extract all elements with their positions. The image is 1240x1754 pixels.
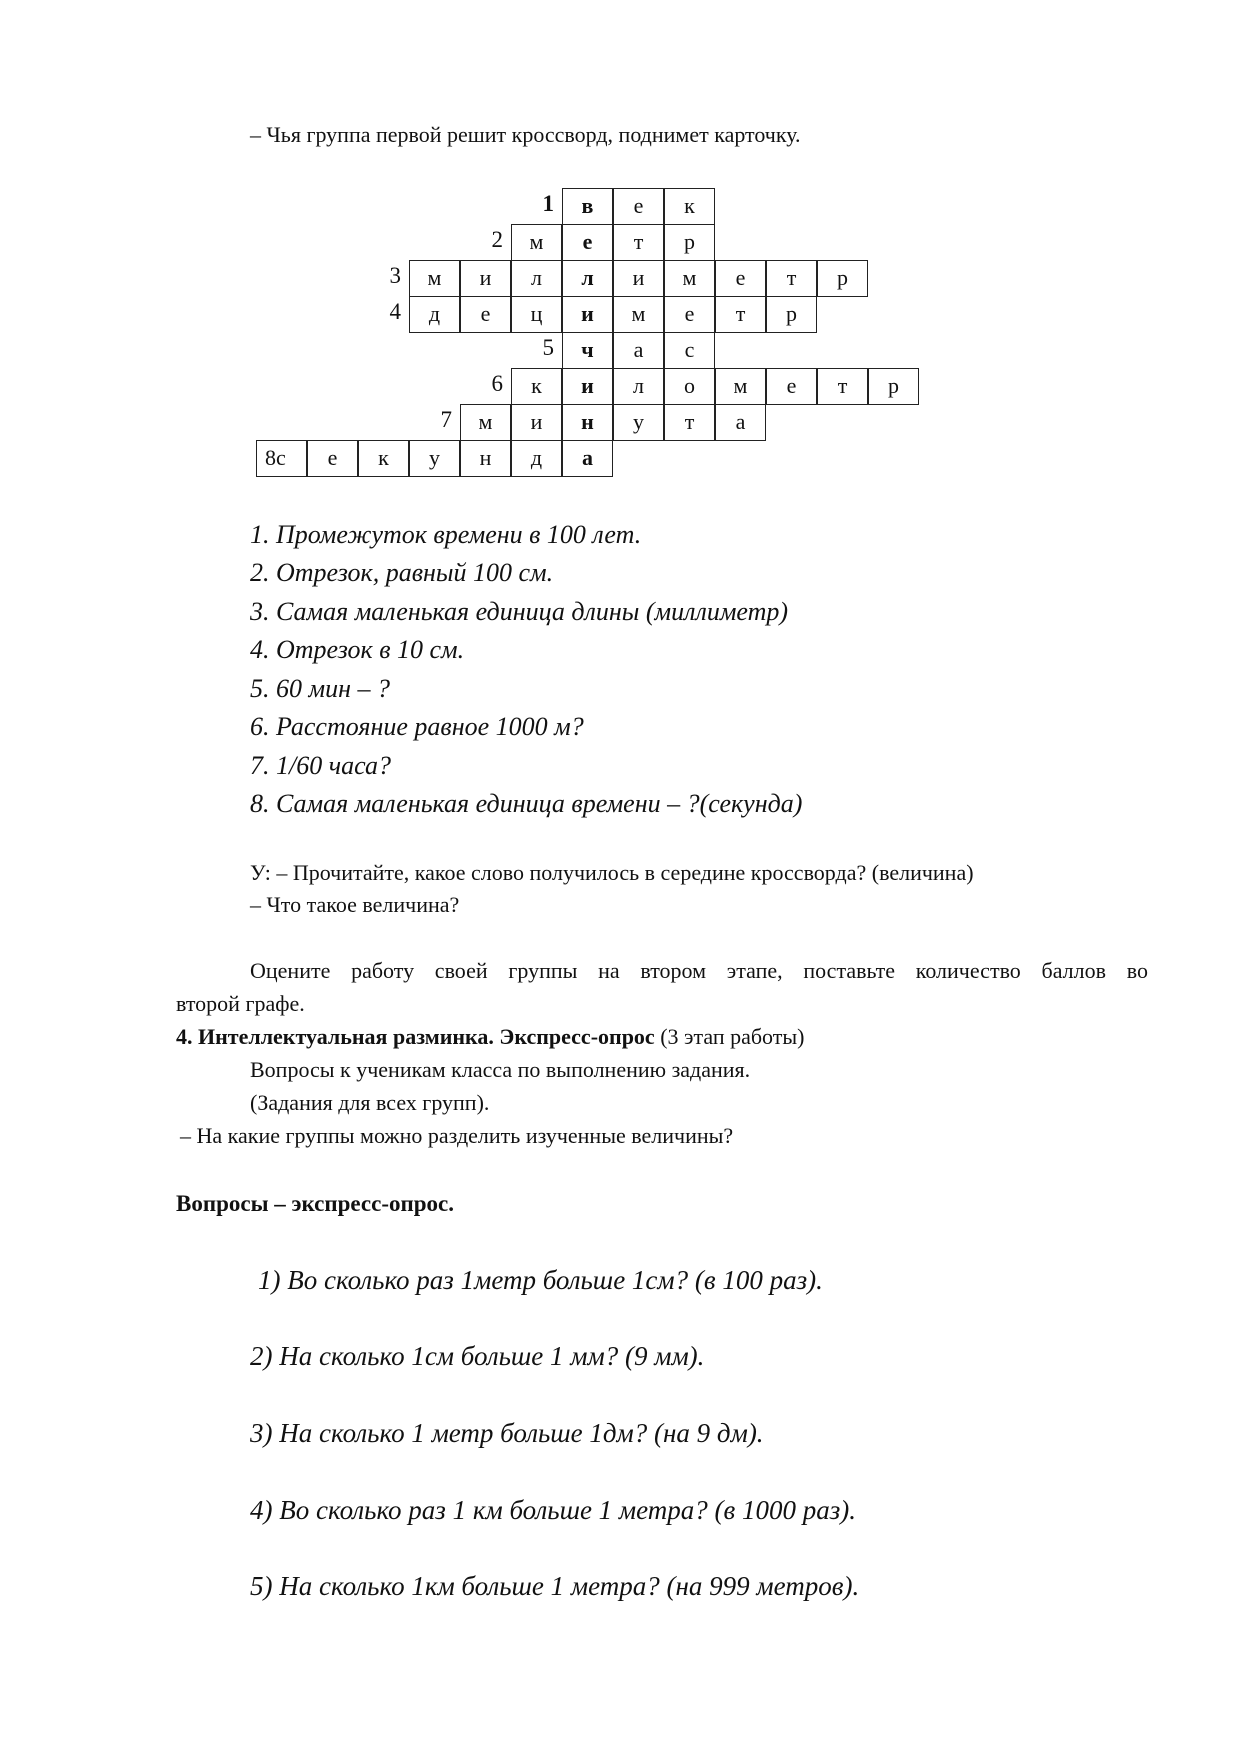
clue-item: 6. Расстояние равное 1000 м? [250,712,584,741]
clue-item: 5. 60 мин – ? [250,674,390,703]
crossword-cell: р [817,260,868,297]
crossword-cell: т [613,224,664,261]
crossword-cell: д [409,296,460,333]
crossword-cell: н [460,440,511,477]
crossword-cell: и [613,260,664,297]
crossword-cell: р [868,368,919,405]
question-item: 5) На сколько 1км больше 1 метра? (на 999 метров). [250,1571,860,1601]
crossword-cell: т [766,260,817,297]
section-4-title: 4. Интеллектуальная разминка. Экспресс-опрос [176,1024,655,1049]
section-4-line-1: Вопросы к ученикам класса по выполнению задания. [250,1057,751,1082]
assessment-line-1: Оцените работу своей группы на втором этапе, поставьте количество баллов во [250,958,1148,983]
crossword-cell: к [664,188,715,225]
crossword-cell: о [664,368,715,405]
intro-text: – Чья группа первой решит кроссворд, поднимет карточку. [250,122,801,147]
crossword-cell: е [460,296,511,333]
crossword-cell: ч [562,332,613,369]
crossword-cell: м [664,260,715,297]
crossword-cell: е [613,188,664,225]
crossword-cell: е [715,260,766,297]
clue-item: 7. 1/60 часа? [250,751,391,780]
section-4-line-2: (Задания для всех групп). [250,1090,490,1115]
crossword-cell: е [307,440,358,477]
crossword-cell: р [766,296,817,333]
crossword-cell: а [715,404,766,441]
crossword-cell: у [613,404,664,441]
crossword-clue-number: 4 [389,299,401,324]
crossword-cell: ц [511,296,562,333]
crossword-cell: и [562,296,613,333]
clue-item: 8. Самая маленькая единица времени – ?(секунда) [250,789,803,818]
crossword-cell: а [562,440,613,477]
questions-heading: Вопросы – экспресс-опрос. [176,1191,454,1216]
question-item: 2) На сколько 1см больше 1 мм? (9 мм). [250,1341,705,1371]
teacher-question-2: – Что такое величина? [250,892,460,917]
crossword-cell: е [562,224,613,261]
crossword-cell: л [511,260,562,297]
section-4-heading [176,1024,805,1050]
crossword-cell: е [766,368,817,405]
question-item: 3) На сколько 1 метр больше 1дм? (на 9 дм). [250,1418,764,1448]
crossword-cell: т [715,296,766,333]
crossword-cell: к [511,368,562,405]
clue-item: 2. Отрезок, равный 100 см. [250,558,554,587]
clue-item: 3. Самая маленькая единица длины (миллиметр) [250,597,789,626]
crossword-clue-number: 2 [491,227,503,252]
crossword-cell: е [664,296,715,333]
crossword-cell: т [664,404,715,441]
crossword-cell: т [817,368,868,405]
question-item: 1) Во сколько раз 1метр больше 1см? (в 100 раз). [258,1265,823,1295]
crossword-clue-number: 7 [440,407,452,432]
teacher-question-1: У: – Прочитайте, какое слово получилось в середине кроссворда? (величина) [250,860,974,885]
section-4-line-3: – На какие группы можно разделить изученные величины? [180,1123,734,1148]
crossword-cell: м [613,296,664,333]
assessment-line-2: второй графе. [176,991,305,1016]
crossword-clue-number: 1 [542,191,554,216]
crossword-cell: с [664,332,715,369]
crossword-cell: у [409,440,460,477]
section-4-stage: (3 этап работы) [654,1024,805,1049]
crossword-cell: м [715,368,766,405]
crossword-cell: и [511,404,562,441]
crossword-cell: а [613,332,664,369]
crossword-clue-number: 3 [389,263,401,288]
crossword-cell: д [511,440,562,477]
crossword-cell: л [613,368,664,405]
crossword-cell: л [562,260,613,297]
crossword-cell: р [664,224,715,261]
question-item: 4) Во сколько раз 1 км больше 1 метра? (в 1000 раз). [250,1495,857,1525]
crossword-cell: н [562,404,613,441]
crossword-cell: и [460,260,511,297]
crossword-cell: 8с [256,440,307,477]
clue-item: 1. Промежуток времени в 100 лет. [250,520,642,549]
crossword-cell: м [511,224,562,261]
crossword-clue-number: 6 [491,371,503,396]
crossword-cell: и [562,368,613,405]
crossword-cell: м [409,260,460,297]
crossword-clue-number: 5 [542,335,554,360]
crossword-cell: м [460,404,511,441]
crossword-cell: к [358,440,409,477]
clue-item: 4. Отрезок в 10 см. [250,635,465,664]
crossword-cell: в [562,188,613,225]
